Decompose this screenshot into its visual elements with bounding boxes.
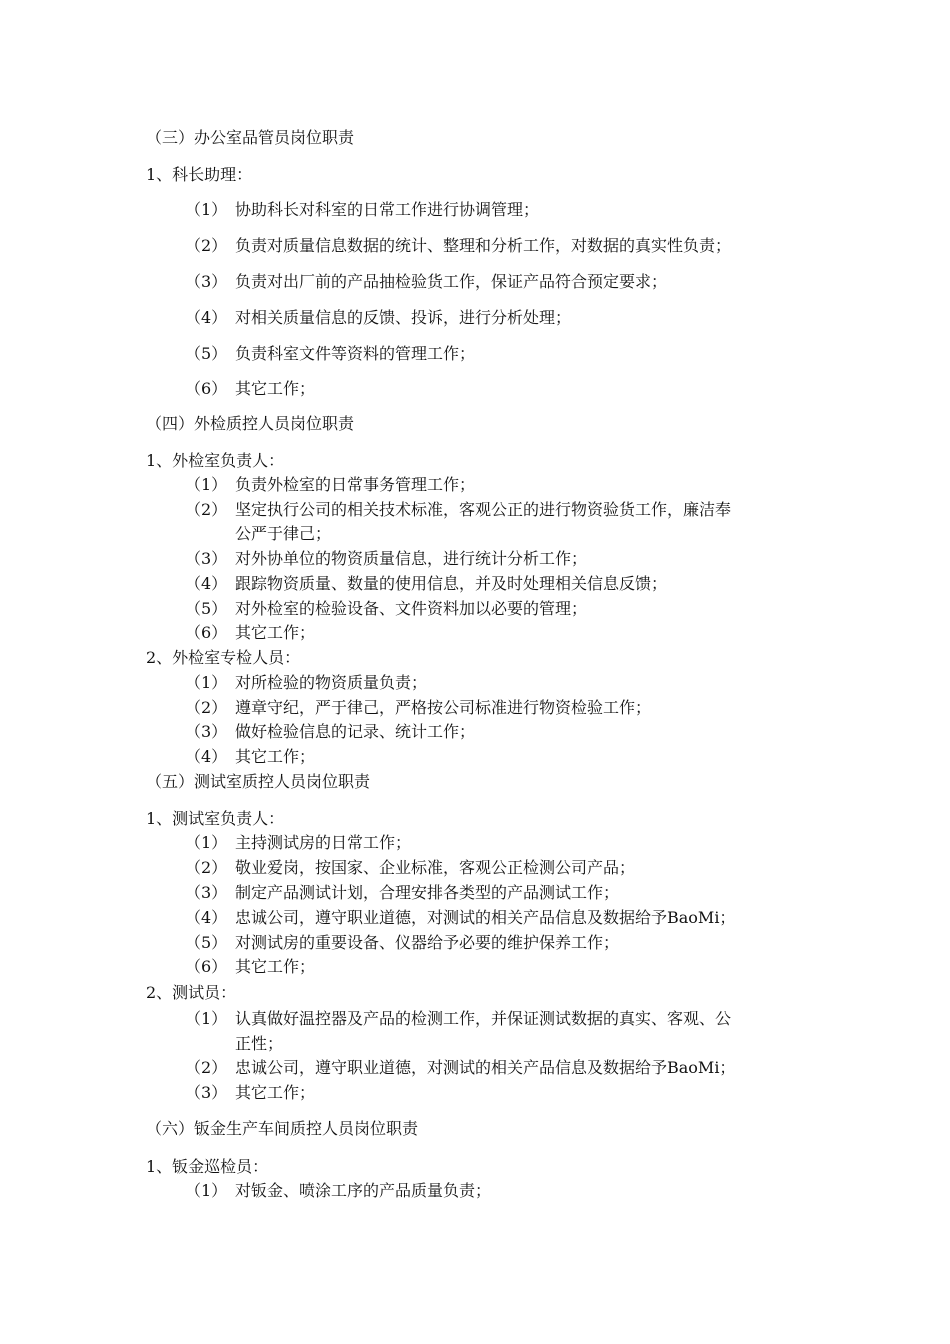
list-item: （3） 负责对出厂前的产品抽检验货工作，保证产品符合预定要求；: [185, 272, 668, 291]
list-item: （6） 其它工作；: [185, 623, 316, 642]
list-item: （3） 做好检验信息的记录、统计工作；: [185, 722, 476, 741]
subsection-heading: 1、科长助理：: [146, 165, 253, 184]
list-item: （2） 遵章守纪，严于律己，严格按公司标准进行物资检验工作；: [185, 698, 652, 717]
list-item: （4） 其它工作；: [185, 747, 316, 766]
list-item: （3） 制定产品测试计划，合理安排各类型的产品测试工作；: [185, 883, 620, 902]
list-item: （1） 主持测试房的日常工作；: [185, 833, 412, 852]
list-item-continuation: 正性；: [235, 1034, 284, 1053]
list-item: （1） 负责外检室的日常事务管理工作；: [185, 475, 476, 494]
list-item: （5） 负责科室文件等资料的管理工作；: [185, 344, 476, 363]
list-item: （4） 跟踪物资质量、数量的使用信息，并及时处理相关信息反馈；: [185, 574, 668, 593]
list-item: （1） 认真做好温控器及产品的检测工作，并保证测试数据的真实、客观、公: [185, 1009, 732, 1028]
section-title-4: （四）外检质控人员岗位职责: [146, 414, 355, 433]
subsection-heading: 2、外检室专检人员：: [146, 648, 301, 667]
subsection-heading: 2、测试员：: [146, 983, 237, 1002]
list-item: （2） 坚定执行公司的相关技术标准，客观公正的进行物资验货工作，廉洁奉: [185, 500, 732, 519]
list-item: （1） 对钣金、喷涂工序的产品质量负责；: [185, 1181, 492, 1200]
list-item: （3） 对外协单位的物资质量信息，进行统计分析工作；: [185, 549, 588, 568]
subsection-heading: 1、外检室负责人：: [146, 451, 285, 470]
list-item: （2） 忠诚公司，遵守职业道德，对测试的相关产品信息及数据给予BaoMi；: [185, 1058, 736, 1077]
list-item: （1） 协助科长对科室的日常工作进行协调管理；: [185, 200, 540, 219]
list-item: （4） 忠诚公司，遵守职业道德，对测试的相关产品信息及数据给予BaoMi；: [185, 908, 736, 927]
list-item: （5） 对测试房的重要设备、仪器给予必要的维护保养工作；: [185, 933, 620, 952]
list-item-continuation: 公严于律己；: [235, 524, 332, 543]
list-item: （6） 其它工作；: [185, 957, 316, 976]
subsection-heading: 1、钣金巡检员：: [146, 1157, 269, 1176]
subsection-heading: 1、测试室负责人：: [146, 809, 285, 828]
section-title-5: （五）测试室质控人员岗位职责: [146, 772, 371, 791]
list-item: （6） 其它工作；: [185, 379, 316, 398]
list-item: （1） 对所检验的物资质量负责；: [185, 673, 428, 692]
list-item: （4） 对相关质量信息的反馈、投诉，进行分析处理；: [185, 308, 572, 327]
section-title-6: （六）钣金生产车间质控人员岗位职责: [146, 1119, 419, 1138]
section-title-3: （三）办公室品管员岗位职责: [146, 128, 355, 147]
list-item: （2） 负责对质量信息数据的统计、整理和分析工作，对数据的真实性负责；: [185, 236, 732, 255]
list-item: （3） 其它工作；: [185, 1083, 316, 1102]
list-item: （5） 对外检室的检验设备、文件资料加以必要的管理；: [185, 599, 588, 618]
list-item: （2） 敬业爱岗，按国家、企业标准，客观公正检测公司产品；: [185, 858, 636, 877]
